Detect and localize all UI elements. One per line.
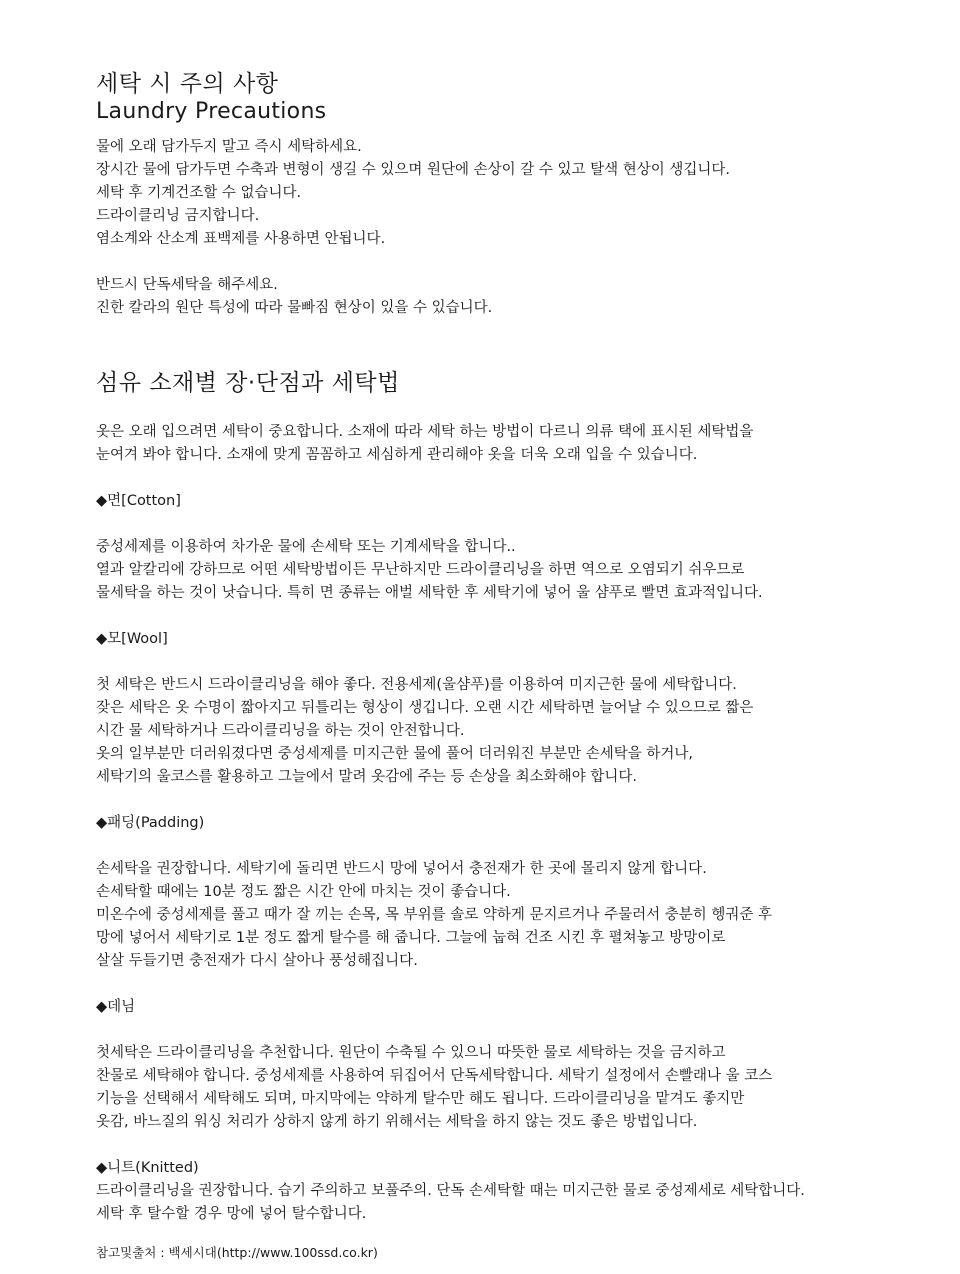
text-line: 망에 넣어서 세탁기로 1분 정도 짧게 탈수를 해 줍니다. 그늘에 눕혀 건조 시킨 후 펼쳐놓고 방망이로 <box>96 930 726 946</box>
fiber-heading: ◆패딩(Padding) <box>96 815 205 831</box>
text-line: 미온수에 중성세제를 풀고 때가 잘 끼는 손목, 목 부위를 솔로 약하게 문지르거나 주물러서 충분히 헹궈준 후 <box>96 907 773 923</box>
fiber-knitted <box>96 1157 896 1226</box>
fiber-body <box>96 1042 896 1134</box>
text-line: 살살 두들기면 충전재가 다시 살아나 풍성해집니다. <box>96 953 418 969</box>
text-line: 첫세탁은 드라이클리닝을 추천합니다. 원단이 수축될 수 있으니 따뜻한 물로 세탁하는 것을 금지하고 <box>96 1045 726 1061</box>
fiber-heading: ◆데님 <box>96 999 136 1015</box>
text-line: 손세탁을 권장합니다. 세탁기에 돌리면 반드시 망에 넣어서 충전재가 한 곳에 몰리지 않게 합니다. <box>96 861 707 877</box>
text-line: 드라이클리닝 금지합니다. <box>96 208 260 224</box>
text-line: 세탁 후 기계건조할 수 없습니다. <box>96 185 302 201</box>
text-line: 염소계와 산소계 표백제를 사용하면 안됩니다. <box>96 231 386 247</box>
fiber-body <box>96 674 896 789</box>
fiber-intro <box>96 421 896 467</box>
text-line: 옷감, 바느질의 워싱 처리가 상하지 않게 하기 위해서는 세탁을 하지 않는 것도 좋은 방법입니다. <box>96 1114 698 1130</box>
precautions-title-ko: 세탁 시 주의 사항 <box>96 71 279 97</box>
precautions-block-1 <box>96 136 896 251</box>
fiber-body <box>96 1180 896 1226</box>
fiber-denim <box>96 996 896 1134</box>
text-line: 잦은 세탁은 옷 수명이 짧아지고 뒤틀리는 형상이 생깁니다. 오랜 시간 세탁하면 늘어날 수 있으므로 짧은 <box>96 700 754 716</box>
text-line: 물세탁을 하는 것이 낫습니다. 특히 면 종류는 애벌 세탁한 후 세탁기에 넣어 울 샴푸로 빨면 효과적입니다. <box>96 585 763 601</box>
fiber-heading: ◆면[Cotton] <box>96 493 181 509</box>
fiber-cotton <box>96 490 896 605</box>
text-line: 반드시 단독세탁을 해주세요. <box>96 277 278 293</box>
text-line: 옷은 오래 입으려면 세탁이 중요합니다. 소재에 따라 세탁 하는 방법이 다르니 의류 택에 표시된 세탁법을 <box>96 424 754 440</box>
text-line: 열과 알칼리에 강하므로 어떤 세탁방법이든 무난하지만 드라이클리닝을 하면 역으로 오염되기 쉬우므로 <box>96 562 745 578</box>
text-line: 중성세제를 이용하여 차가운 물에 손세탁 또는 기계세탁을 합니다.. <box>96 539 516 555</box>
text-line: 첫 세탁은 반드시 드라이클리닝을 해야 좋다. 전용세제(울샴푸)를 이용하여 미지근한 물에 세탁합니다. <box>96 677 737 693</box>
text-line: 물에 오래 담가두지 말고 즉시 세탁하세요. <box>96 139 362 155</box>
fiber-wool <box>96 628 896 789</box>
text-line: 눈여겨 봐야 합니다. 소재에 맞게 꼼꼼하고 세심하게 관리해야 옷을 더욱 오래 입을 수 있습니다. <box>96 447 698 463</box>
fiber-heading: ◆니트(Knitted) <box>96 1160 199 1176</box>
paragraph-gap <box>96 251 896 274</box>
precautions-block-2 <box>96 274 896 320</box>
source-citation: 참고및출처 : 백세시대(http://www.100ssd.co.kr) <box>96 1245 378 1260</box>
text-line: 옷의 일부분만 더러워졌다면 중성세제를 미지근한 물에 풀어 더러워진 부분만 손세탁을 하거나, <box>96 746 693 762</box>
text-line: 찬물로 세탁해야 합니다. 중성세제를 사용하여 뒤집어서 단독세탁합니다. 세탁기 설정에서 손빨래나 울 코스 <box>96 1068 773 1084</box>
text-line: 시간 물 세탁하거나 드라이클리닝을 하는 것이 안전합니다. <box>96 723 465 739</box>
text-line: 세탁 후 탈수할 경우 망에 넣어 탈수합니다. <box>96 1206 367 1222</box>
fiber-body <box>96 858 896 973</box>
fiber-section-title: 섬유 소재별 장·단점과 세탁법 <box>96 370 400 396</box>
text-line: 드라이클리닝을 권장합니다. 습기 주의하고 보풀주의. 단독 손세탁할 때는 미지근한 물로 중성제세로 세탁합니다. <box>96 1183 805 1199</box>
text-line: 기능을 선택해서 세탁해도 되며, 마지막에는 약하게 탈수만 해도 됩니다. 드라이클리닝을 맡겨도 좋지만 <box>96 1091 745 1107</box>
document-page <box>96 70 896 1226</box>
fiber-padding <box>96 812 896 973</box>
precautions-title-en: Laundry Precautions <box>96 99 327 124</box>
text-line: 손세탁할 때에는 10분 정도 짧은 시간 안에 마치는 것이 좋습니다. <box>96 884 511 900</box>
fiber-body <box>96 536 896 605</box>
text-line: 세탁기의 울코스를 활용하고 그늘에서 말려 옷감에 주는 등 손상을 최소화해야 합니다. <box>96 769 637 785</box>
text-line: 장시간 물에 담가두면 수축과 변형이 생길 수 있으며 원단에 손상이 갈 수 있고 탈색 현상이 생깁니다. <box>96 162 731 178</box>
text-line: 진한 칼라의 원단 특성에 따라 물빠짐 현상이 있을 수 있습니다. <box>96 300 493 316</box>
fiber-heading: ◆모[Wool] <box>96 631 168 647</box>
